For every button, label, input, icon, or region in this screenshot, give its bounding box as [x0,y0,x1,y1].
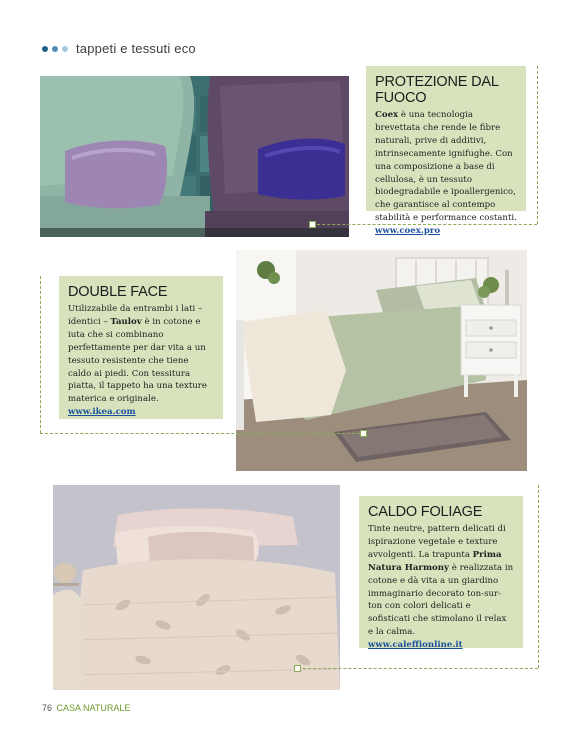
divider-line [538,485,539,668]
header-dot-1 [42,46,48,52]
section-title-ikea: DOUBLE FACE [68,284,168,300]
divider-line [298,668,538,669]
section-text-coex: Coex è una tecnologia brevettata che rende le fibre naturali, prive di additivi, intrinsecamente ignifughe. Con una composizione a base di cellulosa, è un tessuto biodegradabile e ipoallergenico, che garantisce al contempo stabilità e performance costanti. [375,110,517,224]
page-number: 76 [42,703,53,713]
section-title-caleffi: CALDO FOLIAGE [368,504,483,520]
brand-coex: Coex [375,110,399,120]
section-title: tappeti e tessuti eco [76,41,196,56]
photo-bedroom [236,250,527,471]
header-dot-2 [52,46,58,52]
info-box-coex [366,66,526,237]
divider-line [537,66,538,224]
line-node [309,221,316,228]
section-text-ikea: Utilizzabile da entrambi i lati – identici – Taulov è in cotone e iuta che si combinano perfettamente per dar vita a un tessuto resistente che tiene caldo ai piedi. Con tessitura piatta, il tappeto ha una texture materica e originale. [68,304,208,405]
link-coex[interactable]: www.coex.pro [375,226,441,237]
line-node [294,665,301,672]
divider-line [40,276,41,433]
header-dot-3 [62,46,68,52]
divider-line [312,224,537,225]
brand-ikea: Taulov [110,316,142,327]
line-node [360,430,367,437]
info-box-caleffi [359,496,523,651]
divider-line [40,433,360,434]
link-caleffi[interactable]: www.caleffionline.it [368,640,463,651]
photo-quilt [53,485,340,690]
section-text-caleffi: Tinte neutre, pattern delicati di ispirazione vegetale e texture avvolgenti. La trapunta Prima Natura Harmony è realizzata in cotone e dà vita a un giardino immaginario decorato ton-sur-ton con colori delicati e sofisticati che stimolano il relax e la calma. [368,524,514,638]
photo-armchairs [40,76,349,237]
page-footer [42,703,130,713]
info-box-ikea [59,276,223,419]
brand-caleffi: Prima Natura Harmony [368,549,502,573]
link-ikea[interactable]: www.ikea.com [68,407,136,418]
magazine-name: CASA NATURALE [56,703,131,713]
section-title-coex: PROTEZIONE DAL FUOCO [375,74,499,106]
section-header [42,41,196,56]
